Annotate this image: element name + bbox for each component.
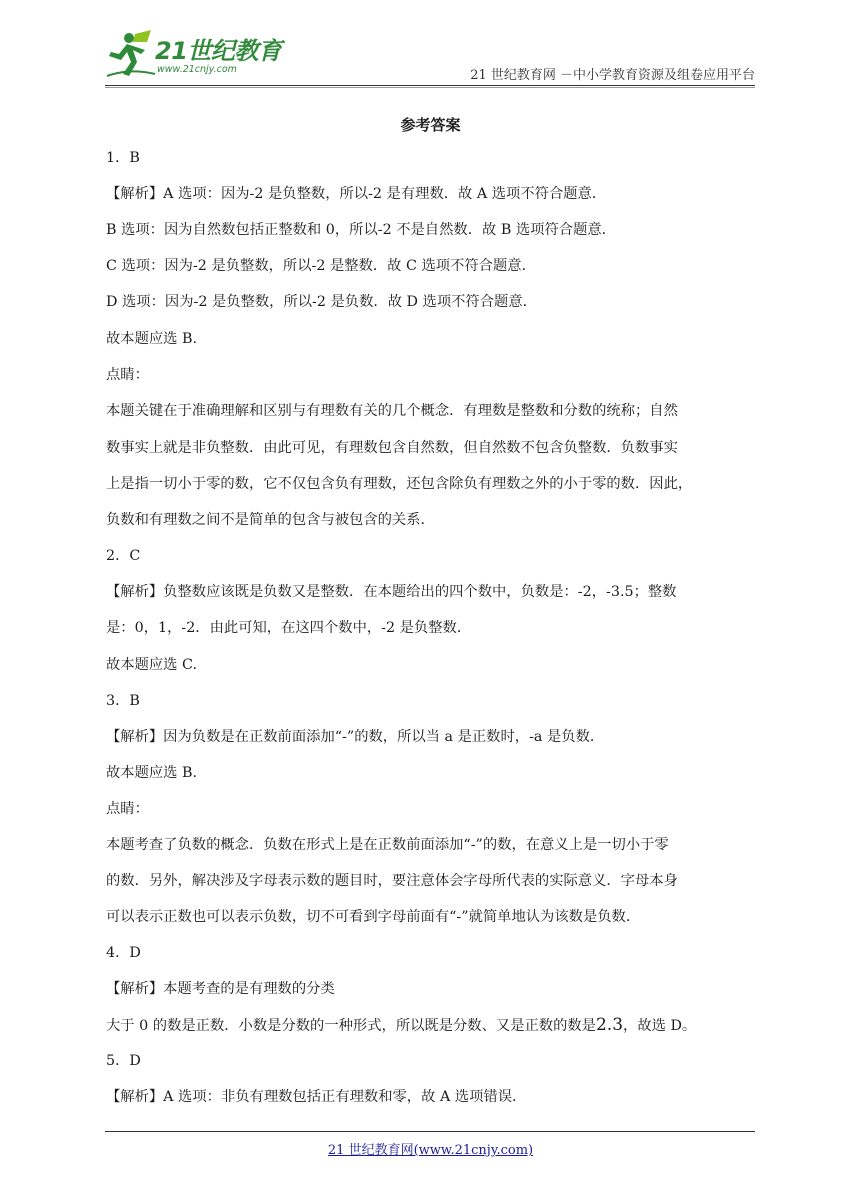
text-line: 点睛： — [106, 801, 149, 817]
text-line: 【解析】负整数应该既是负数又是整数．在本题给出的四个数中，负数是：-2，-3.5；整数 — [106, 584, 677, 600]
text-line: 故本题应选 B. — [106, 765, 198, 781]
answer-number: 4．D — [106, 945, 141, 961]
text-line: 本题关键在于准确理解和区别与有理数有关的几个概念．有理数是整数和分数的统称；自然 — [106, 403, 678, 419]
text-line: 上是指一切小于零的数，它不仅包含负有理数，还包含除负有理数之外的小于零的数．因此， — [106, 476, 693, 492]
footer-divider — [105, 1131, 755, 1132]
page-title: 参考答案 — [400, 116, 461, 134]
answer-number: 5．D — [106, 1053, 141, 1069]
logo-url: www.21cnjy.com — [157, 64, 237, 75]
text-segment: 大于 0 的数是正数．小数是分数的一种形式，所以既是分数、又是正数的数是 — [106, 1018, 596, 1034]
text-line: 是：0，1，-2．由此可知，在这四个数中，-2 是负整数． — [106, 620, 472, 636]
page-header — [105, 28, 755, 84]
text-line: D 选项：因为-2 是负整数，所以-2 是负数．故 D 选项不符合题意． — [106, 294, 537, 310]
text-line: 的数．另外，解决涉及字母表示数的题目时，要注意体会字母所代表的实际意义．字母本身 — [106, 873, 678, 889]
text-line: 故本题应选 C. — [106, 657, 198, 673]
text-line: 【解析】A 选项：非负有理数包括正有理数和零，故 A 选项错误． — [106, 1089, 527, 1105]
text-line: 负数和有理数之间不是简单的包含与被包含的关系． — [106, 512, 435, 528]
logo-text: 21世纪教育 — [155, 37, 282, 65]
text-line: 【解析】A 选项：因为-2 是负整数，所以-2 是有理数．故 A 选项不符合题意． — [106, 186, 607, 202]
site-logo — [105, 28, 305, 84]
header-divider — [105, 85, 755, 86]
answer-number: 3．B — [106, 693, 140, 709]
text-line: C 选项：因为-2 是负整数，所以-2 是整数．故 C 选项不符合题意． — [106, 258, 536, 274]
math-value: 2.3 — [595, 1015, 624, 1035]
text-line: 故本题应选 B. — [106, 331, 198, 347]
footer-link[interactable]: 21 世纪教育网(www.21cnjy.com) — [327, 1143, 534, 1158]
text-line: B 选项：因为自然数包括正整数和 0，所以-2 不是自然数．故 B 选项符合题意． — [106, 222, 616, 238]
text-line: 【解析】本题考查的是有理数的分类 — [106, 981, 335, 997]
answer-number: 1．B — [106, 150, 140, 166]
header-site-name: 21 世纪教育网 －中小学教育资源及组卷应用平台 — [470, 68, 755, 83]
text-line — [106, 1015, 696, 1036]
text-line: 数事实上就是非负整数．由此可见，有理数包含自然数，但自然数不包含负整数．负数事实 — [106, 440, 678, 456]
answer-number: 2．C — [106, 548, 141, 564]
runner-logo-icon — [105, 28, 157, 80]
text-line: 点睛： — [106, 367, 149, 383]
header-divider-thin — [105, 87, 755, 88]
text-segment: ，故选 D。 — [623, 1018, 697, 1034]
text-line: 本题考查了负数的概念．负数在形式上是在正数前面添加“-”的数，在意义上是一切小于零 — [106, 837, 669, 853]
text-line: 【解析】因为负数是在正数前面添加“-”的数，所以当 a 是正数时，-a 是负数． — [106, 729, 605, 745]
text-line: 可以表示正数也可以表示负数，切不可看到字母前面有“-”就简单地认为该数是负数． — [106, 909, 641, 925]
